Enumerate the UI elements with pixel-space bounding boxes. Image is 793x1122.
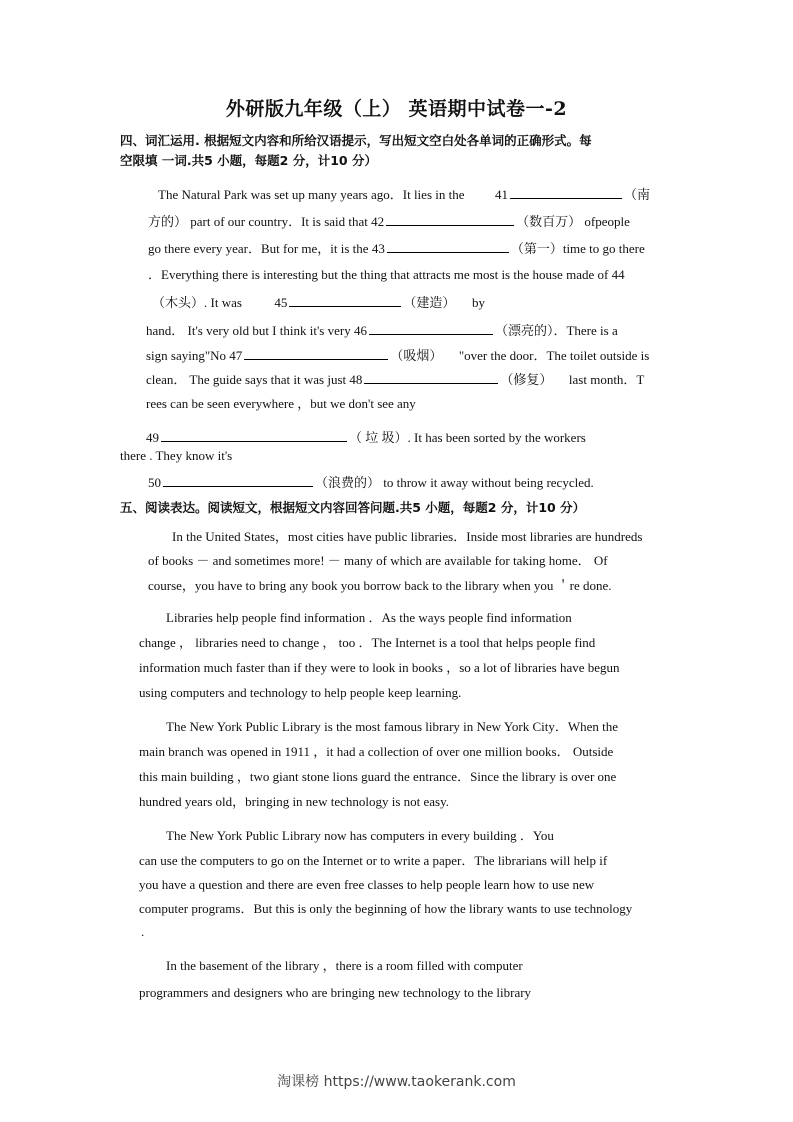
s4-blank-number: 50 <box>148 475 161 490</box>
s4-line-9: rees can be seen everywhere ，but we don't see any <box>146 396 416 411</box>
s4-line-8 <box>146 371 644 388</box>
s4-blank-number: 45 <box>274 295 288 310</box>
s4-hint: （第一）time to go there <box>510 241 645 256</box>
s4-line-7 <box>146 347 649 364</box>
s4-line-11: there . They know it's <box>120 448 233 463</box>
p4-line-2: can use the computers to go on the Internet or to write a paper．The librarians will help if <box>139 853 608 868</box>
s4-text: 方的） part of our country．It is said that 42 <box>148 214 385 229</box>
s4-text: sign saying"No 47 <box>146 348 243 363</box>
s4-text: go there every year．But for me，it is the 43 <box>148 241 385 256</box>
p2-line-2: change ， libraries need to change ， too ．The Internet is a tool that helps people find <box>139 635 596 650</box>
p4-line-3: you have a question and there are even free classes to help people learn how to use new <box>139 877 595 892</box>
p4-line-1: The New York Public Library now has computers in every building ．You <box>166 828 554 843</box>
footer-watermark: 淘课榜 https://www.taokerank.com <box>277 1074 516 1090</box>
s4-text: hand． It's very old but I think it's very 46 <box>146 323 367 338</box>
p4-line-5: . <box>141 924 145 939</box>
page-title: 外研版九年级（上） 英语期中试卷一-2 <box>225 98 568 120</box>
p2-line-1: Libraries help people find information ．As the ways people find information <box>166 610 572 625</box>
s4-hint: （漂亮的）．There is a <box>494 323 618 338</box>
p3-line-2: main branch was opened in 1911 ，it had a collection of over one million books． Outside <box>139 744 614 759</box>
section-4-heading-line-2: 空限填 一词.共5 小题，每题2 分，计10 分） <box>120 153 377 168</box>
s4-text: The Natural Park was set up many years ago．It lies in the <box>158 187 465 202</box>
s4-line-3 <box>148 240 645 257</box>
s4-line-5 <box>152 294 485 311</box>
s4-blank-number: 41 <box>495 187 508 202</box>
s4-hint: （南 <box>624 187 651 202</box>
s4-line-6 <box>146 322 618 339</box>
s4-hint: （建造） <box>403 295 456 310</box>
s4-text: clean． The guide says that it was just 48 <box>146 372 363 387</box>
s4-hint: （ 垃 圾）. It has been sorted by the workers <box>349 430 586 445</box>
s4-text: "over the door．The toilet outside is <box>458 348 650 363</box>
answer-blank-49[interactable] <box>161 429 347 442</box>
p1-line-3: course，you have to bring any book you borrow back to the library when you ＇re done. <box>148 578 612 593</box>
s4-text: （木头）. It was <box>152 295 242 310</box>
section-5-heading: 五、阅读表达。阅读短文，根据短文内容回答问题.共5 小题，每题2 分，计10 分） <box>120 500 586 515</box>
p3-line-1: The New York Public Library is the most famous library in New York City．When the <box>166 719 619 734</box>
p2-line-3: information much faster than if they were to look in books ，so a lot of libraries have begun <box>139 660 620 675</box>
s4-text: last month．T <box>568 372 645 387</box>
p1-line-1: In the United States，most cities have public libraries．Inside most libraries are hundreds <box>172 529 643 544</box>
s4-hint: （吸烟） <box>390 348 443 363</box>
section-4-heading-line-1: 四、词汇运用. 根据短文内容和所给汉语提示，写出短文空白处各单词的正确形式。每 <box>120 133 592 148</box>
s4-blank-number: 49 <box>146 430 159 445</box>
answer-blank-45[interactable] <box>289 294 401 307</box>
p5-line-2: programmers and designers who are bringing new technology to the library <box>139 985 532 1000</box>
p3-line-4: hundred years old，bringing in new technology is not easy. <box>139 794 450 809</box>
s4-line-2 <box>148 213 630 230</box>
s4-line-12 <box>148 474 594 491</box>
s4-line-4: ．Everything there is interesting but the thing that attracts me most is the house made of 44 <box>148 267 625 282</box>
p2-line-4: using computers and technology to help people keep learning. <box>139 685 462 700</box>
answer-blank-50[interactable] <box>163 474 313 487</box>
p3-line-3: this main building ，two giant stone lions guard the entrance．Since the library is over one <box>139 769 617 784</box>
answer-blank-46[interactable] <box>369 322 493 335</box>
answer-blank-48[interactable] <box>364 371 498 384</box>
s4-line-1 <box>158 186 650 203</box>
s4-line-10 <box>146 429 586 446</box>
s4-hint: （修复） <box>500 372 553 387</box>
p1-line-2: of books － and sometimes more! － many of which are available for taking home． Of <box>148 553 608 568</box>
p4-line-4: computer programs．But this is only the beginning of how the library wants to use technology <box>139 901 633 916</box>
p5-line-1: In the basement of the library ，there is a room filled with computer <box>166 958 523 973</box>
s4-hint: （数百万） ofpeople <box>516 214 630 229</box>
s4-hint: （浪费的） to throw it away without being recycled. <box>315 475 594 490</box>
answer-blank-42[interactable] <box>386 213 514 226</box>
answer-blank-41[interactable] <box>510 186 622 199</box>
section-4-heading <box>120 131 680 171</box>
answer-blank-43[interactable] <box>387 240 509 253</box>
answer-blank-47[interactable] <box>244 347 388 360</box>
s4-text: by <box>471 295 485 310</box>
